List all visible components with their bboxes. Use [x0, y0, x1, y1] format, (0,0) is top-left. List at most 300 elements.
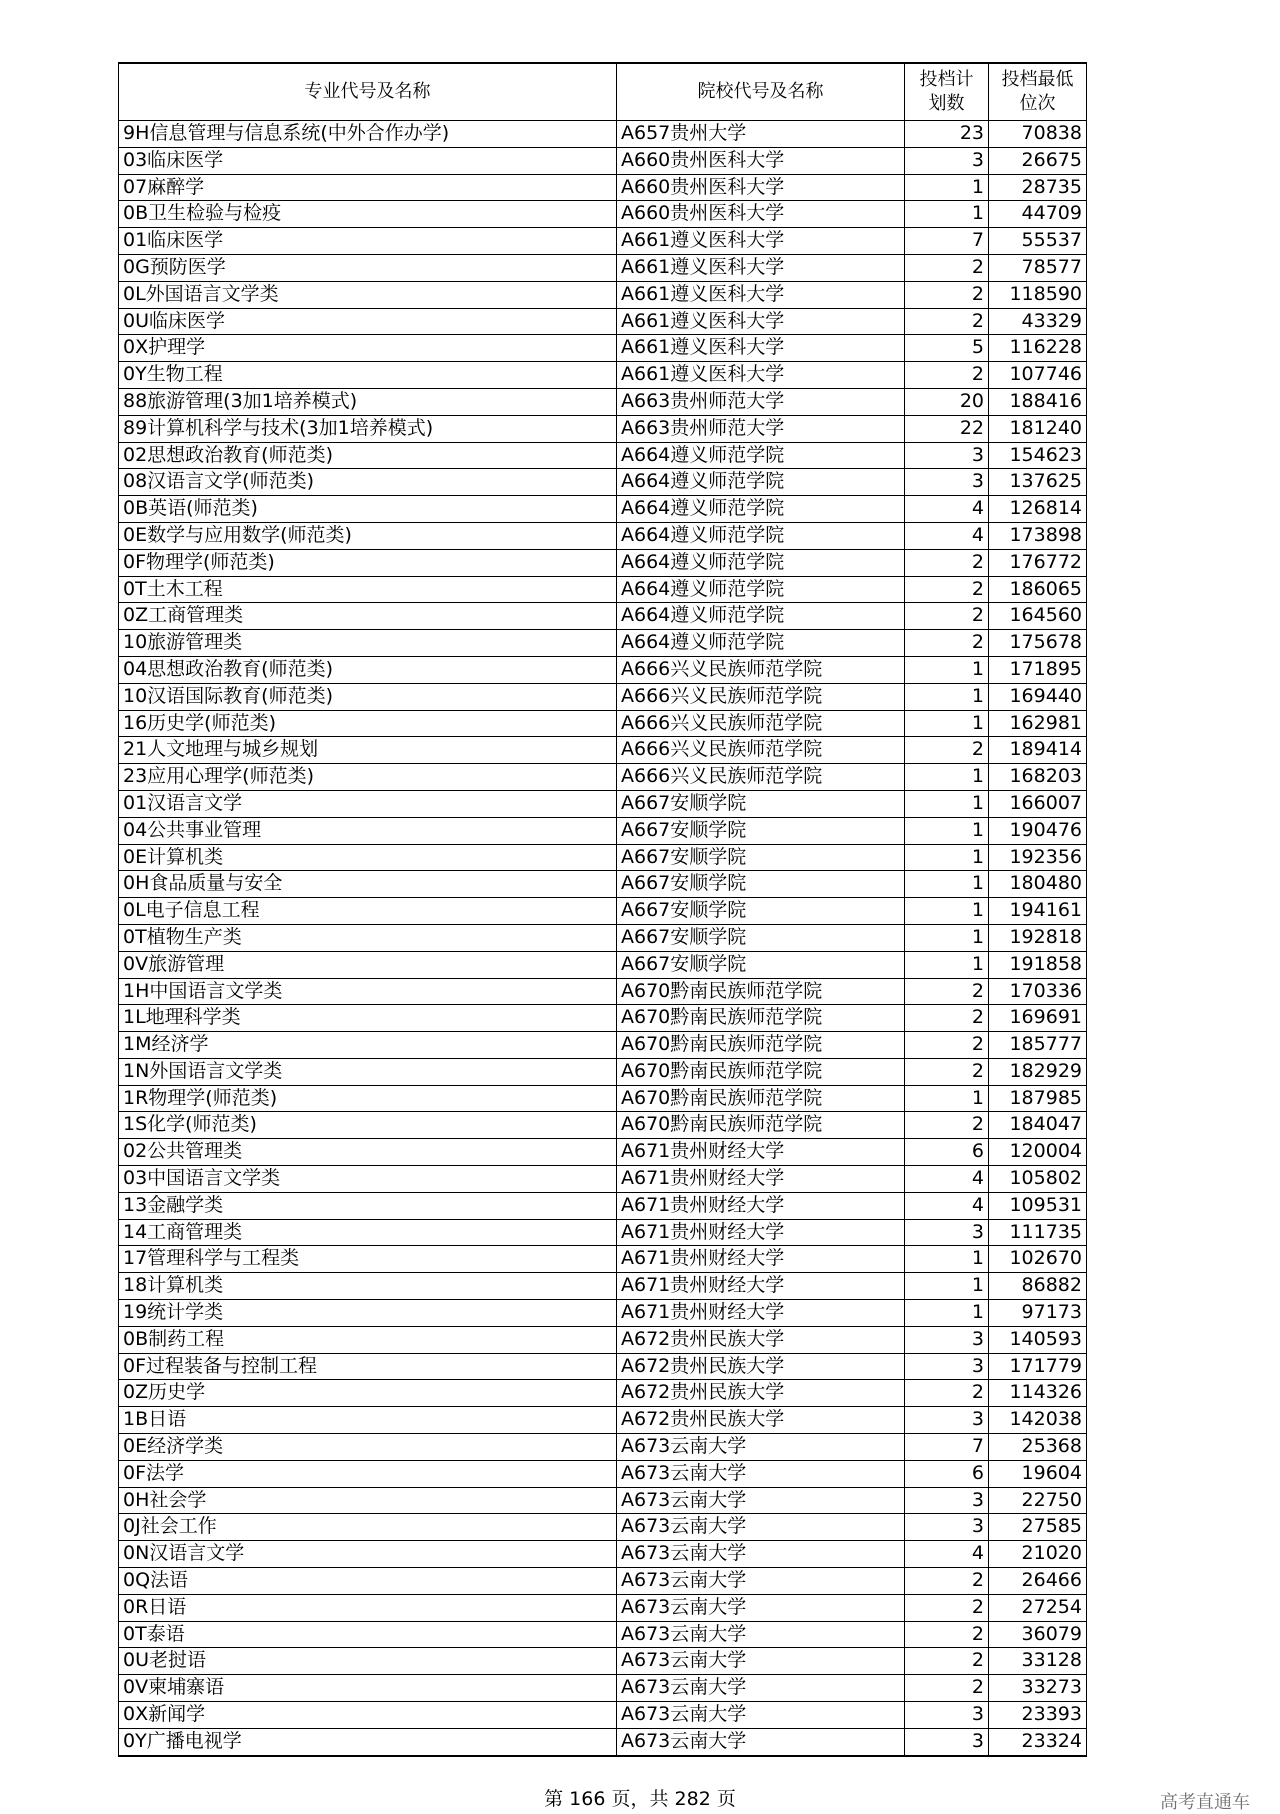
cell-plan: 6 [905, 1139, 989, 1166]
cell-school: A667安顺学院 [617, 924, 905, 951]
cell-plan: 1 [905, 951, 989, 978]
cell-school: A670黔南民族师范学院 [617, 1032, 905, 1059]
table-row [119, 1139, 1087, 1166]
table-row [119, 442, 1087, 469]
cell-rank: 181240 [989, 415, 1087, 442]
cell-plan: 2 [905, 1621, 989, 1648]
table-row [119, 174, 1087, 201]
table-row [119, 1514, 1087, 1541]
table-row [119, 924, 1087, 951]
table-row [119, 1568, 1087, 1595]
cell-rank: 78577 [989, 254, 1087, 281]
cell-school: A664遵义师范学院 [617, 549, 905, 576]
cell-school: A664遵义师范学院 [617, 496, 905, 523]
cell-rank: 19604 [989, 1460, 1087, 1487]
cell-major: 0T土木工程 [119, 576, 617, 603]
cell-rank: 116228 [989, 335, 1087, 362]
cell-school: A663贵州师范大学 [617, 415, 905, 442]
cell-major: 14工商管理类 [119, 1219, 617, 1246]
cell-rank: 190476 [989, 817, 1087, 844]
header-rank: 投档最低位次 [989, 63, 1087, 121]
cell-plan: 5 [905, 335, 989, 362]
cell-rank: 118590 [989, 281, 1087, 308]
cell-major: 0E数学与应用数学(师范类) [119, 522, 617, 549]
cell-rank: 55537 [989, 228, 1087, 255]
table-row [119, 683, 1087, 710]
cell-plan: 4 [905, 522, 989, 549]
cell-major: 13金融学类 [119, 1192, 617, 1219]
cell-major: 0Z工商管理类 [119, 603, 617, 630]
cell-school: A671贵州财经大学 [617, 1273, 905, 1300]
cell-school: A664遵义师范学院 [617, 603, 905, 630]
cell-plan: 1 [905, 1300, 989, 1327]
cell-school: A664遵义师范学院 [617, 442, 905, 469]
table-row [119, 1032, 1087, 1059]
cell-plan: 1 [905, 790, 989, 817]
cell-plan: 1 [905, 710, 989, 737]
header-major: 专业代号及名称 [119, 63, 617, 121]
table-row [119, 817, 1087, 844]
cell-plan: 2 [905, 1675, 989, 1702]
cell-school: A657贵州大学 [617, 121, 905, 148]
cell-plan: 2 [905, 1005, 989, 1032]
table-row [119, 1058, 1087, 1085]
cell-rank: 180480 [989, 871, 1087, 898]
cell-plan: 2 [905, 308, 989, 335]
cell-school: A666兴义民族师范学院 [617, 737, 905, 764]
cell-school: A667安顺学院 [617, 898, 905, 925]
cell-major: 02公共管理类 [119, 1139, 617, 1166]
cell-rank: 137625 [989, 469, 1087, 496]
cell-major: 1N外国语言文学类 [119, 1058, 617, 1085]
cell-school: A661遵义医科大学 [617, 362, 905, 389]
cell-plan: 20 [905, 388, 989, 415]
cell-plan: 7 [905, 1434, 989, 1461]
table-row [119, 335, 1087, 362]
table-row [119, 1728, 1087, 1755]
table-row [119, 764, 1087, 791]
cell-school: A671贵州财经大学 [617, 1246, 905, 1273]
cell-school: A661遵义医科大学 [617, 308, 905, 335]
cell-school: A672贵州民族大学 [617, 1353, 905, 1380]
cell-school: A673云南大学 [617, 1541, 905, 1568]
cell-school: A666兴义民族师范学院 [617, 710, 905, 737]
cell-rank: 109531 [989, 1192, 1087, 1219]
cell-plan: 1 [905, 817, 989, 844]
cell-major: 1M经济学 [119, 1032, 617, 1059]
cell-rank: 107746 [989, 362, 1087, 389]
cell-school: A666兴义民族师范学院 [617, 656, 905, 683]
cell-major: 04公共事业管理 [119, 817, 617, 844]
table-row [119, 1594, 1087, 1621]
cell-plan: 4 [905, 1541, 989, 1568]
table-row [119, 1675, 1087, 1702]
cell-plan: 1 [905, 1273, 989, 1300]
cell-plan: 3 [905, 1219, 989, 1246]
cell-major: 0B制药工程 [119, 1326, 617, 1353]
cell-rank: 102670 [989, 1246, 1087, 1273]
cell-plan: 2 [905, 737, 989, 764]
table-row [119, 898, 1087, 925]
cell-major: 0Y广播电视学 [119, 1728, 617, 1755]
table-row [119, 1460, 1087, 1487]
cell-rank: 28735 [989, 174, 1087, 201]
cell-major: 0H食品质量与安全 [119, 871, 617, 898]
cell-school: A661遵义医科大学 [617, 228, 905, 255]
table-row [119, 496, 1087, 523]
cell-school: A673云南大学 [617, 1675, 905, 1702]
cell-school: A672贵州民族大学 [617, 1380, 905, 1407]
cell-rank: 114326 [989, 1380, 1087, 1407]
cell-plan: 2 [905, 603, 989, 630]
cell-rank: 192818 [989, 924, 1087, 951]
cell-school: A671贵州财经大学 [617, 1166, 905, 1193]
cell-school: A667安顺学院 [617, 844, 905, 871]
cell-school: A672贵州民族大学 [617, 1407, 905, 1434]
cell-school: A673云南大学 [617, 1621, 905, 1648]
cell-rank: 175678 [989, 630, 1087, 657]
cell-rank: 86882 [989, 1273, 1087, 1300]
cell-rank: 168203 [989, 764, 1087, 791]
cell-plan: 2 [905, 978, 989, 1005]
cell-major: 1S化学(师范类) [119, 1112, 617, 1139]
table-row [119, 281, 1087, 308]
cell-plan: 1 [905, 924, 989, 951]
cell-major: 04思想政治教育(师范类) [119, 656, 617, 683]
cell-plan: 7 [905, 228, 989, 255]
cell-school: A664遵义师范学院 [617, 576, 905, 603]
cell-major: 0T植物生产类 [119, 924, 617, 951]
cell-plan: 3 [905, 1728, 989, 1755]
cell-major: 0R日语 [119, 1594, 617, 1621]
cell-major: 0U老挝语 [119, 1648, 617, 1675]
table-row [119, 656, 1087, 683]
cell-school: A667安顺学院 [617, 951, 905, 978]
cell-plan: 1 [905, 1085, 989, 1112]
cell-school: A673云南大学 [617, 1728, 905, 1755]
cell-school: A673云南大学 [617, 1514, 905, 1541]
cell-plan: 3 [905, 1702, 989, 1729]
cell-rank: 44709 [989, 201, 1087, 228]
cell-plan: 1 [905, 174, 989, 201]
table-row [119, 630, 1087, 657]
table-row [119, 1300, 1087, 1327]
table-row [119, 254, 1087, 281]
table-row [119, 844, 1087, 871]
cell-rank: 140593 [989, 1326, 1087, 1353]
cell-plan: 3 [905, 469, 989, 496]
cell-major: 0F法学 [119, 1460, 617, 1487]
cell-rank: 36079 [989, 1621, 1087, 1648]
page-number: 第 166 页，共 282 页 [544, 1788, 736, 1810]
cell-plan: 2 [905, 254, 989, 281]
cell-school: A671贵州财经大学 [617, 1300, 905, 1327]
table-row [119, 1005, 1087, 1032]
cell-rank: 192356 [989, 844, 1087, 871]
cell-school: A664遵义师范学院 [617, 522, 905, 549]
cell-rank: 185777 [989, 1032, 1087, 1059]
cell-major: 0U临床医学 [119, 308, 617, 335]
cell-major: 89计算机科学与技术(3加1培养模式) [119, 415, 617, 442]
table-row [119, 522, 1087, 549]
cell-plan: 1 [905, 683, 989, 710]
cell-rank: 23393 [989, 1702, 1087, 1729]
cell-plan: 1 [905, 898, 989, 925]
cell-plan: 23 [905, 121, 989, 148]
cell-plan: 1 [905, 764, 989, 791]
cell-school: A663贵州师范大学 [617, 388, 905, 415]
table-row [119, 978, 1087, 1005]
table-row [119, 201, 1087, 228]
cell-plan: 1 [905, 201, 989, 228]
table-row [119, 1326, 1087, 1353]
cell-rank: 154623 [989, 442, 1087, 469]
table-row [119, 1380, 1087, 1407]
cell-rank: 33273 [989, 1675, 1087, 1702]
cell-rank: 26466 [989, 1568, 1087, 1595]
cell-plan: 2 [905, 1594, 989, 1621]
cell-major: 21人文地理与城乡规划 [119, 737, 617, 764]
cell-plan: 2 [905, 1648, 989, 1675]
cell-plan: 2 [905, 549, 989, 576]
cell-school: A661遵义医科大学 [617, 254, 905, 281]
cell-major: 0G预防医学 [119, 254, 617, 281]
table-row [119, 308, 1087, 335]
cell-rank: 97173 [989, 1300, 1087, 1327]
cell-plan: 4 [905, 496, 989, 523]
cell-major: 0X护理学 [119, 335, 617, 362]
cell-plan: 3 [905, 147, 989, 174]
cell-major: 9H信息管理与信息系统(中外合作办学) [119, 121, 617, 148]
cell-plan: 1 [905, 1246, 989, 1273]
cell-major: 0J社会工作 [119, 1514, 617, 1541]
cell-rank: 21020 [989, 1541, 1087, 1568]
cell-rank: 188416 [989, 388, 1087, 415]
cell-plan: 1 [905, 871, 989, 898]
cell-rank: 25368 [989, 1434, 1087, 1461]
cell-school: A664遵义师范学院 [617, 469, 905, 496]
cell-major: 0Y生物工程 [119, 362, 617, 389]
cell-major: 1H中国语言文学类 [119, 978, 617, 1005]
header-row [119, 63, 1087, 121]
cell-rank: 171895 [989, 656, 1087, 683]
cell-major: 10旅游管理类 [119, 630, 617, 657]
cell-plan: 2 [905, 576, 989, 603]
table-row [119, 469, 1087, 496]
cell-rank: 142038 [989, 1407, 1087, 1434]
cell-plan: 4 [905, 1192, 989, 1219]
table-row [119, 1407, 1087, 1434]
cell-major: 16历史学(师范类) [119, 710, 617, 737]
cell-rank: 166007 [989, 790, 1087, 817]
cell-rank: 191858 [989, 951, 1087, 978]
cell-major: 1L地理科学类 [119, 1005, 617, 1032]
cell-major: 08汉语言文学(师范类) [119, 469, 617, 496]
cell-school: A667安顺学院 [617, 790, 905, 817]
header-school: 院校代号及名称 [617, 63, 905, 121]
admission-table [118, 62, 1087, 1757]
table-row [119, 1621, 1087, 1648]
cell-school: A666兴义民族师范学院 [617, 764, 905, 791]
cell-school: A660贵州医科大学 [617, 147, 905, 174]
cell-school: A673云南大学 [617, 1702, 905, 1729]
cell-rank: 169440 [989, 683, 1087, 710]
cell-plan: 22 [905, 415, 989, 442]
cell-rank: 70838 [989, 121, 1087, 148]
table-row [119, 1434, 1087, 1461]
cell-plan: 2 [905, 1112, 989, 1139]
cell-school: A671贵州财经大学 [617, 1219, 905, 1246]
cell-rank: 184047 [989, 1112, 1087, 1139]
table-body [119, 121, 1087, 1756]
cell-plan: 3 [905, 1514, 989, 1541]
cell-major: 0F过程装备与控制工程 [119, 1353, 617, 1380]
table-row [119, 1085, 1087, 1112]
header-plan: 投档计划数 [905, 63, 989, 121]
cell-school: A661遵义医科大学 [617, 335, 905, 362]
cell-school: A673云南大学 [617, 1594, 905, 1621]
cell-major: 0E经济学类 [119, 1434, 617, 1461]
cell-rank: 26675 [989, 147, 1087, 174]
cell-plan: 3 [905, 442, 989, 469]
table-row [119, 549, 1087, 576]
table-header [119, 63, 1087, 121]
cell-school: A664遵义师范学院 [617, 630, 905, 657]
cell-rank: 171779 [989, 1353, 1087, 1380]
table-row [119, 1219, 1087, 1246]
cell-plan: 2 [905, 362, 989, 389]
cell-rank: 186065 [989, 576, 1087, 603]
table-row [119, 603, 1087, 630]
cell-major: 0E计算机类 [119, 844, 617, 871]
cell-plan: 2 [905, 630, 989, 657]
cell-plan: 2 [905, 1380, 989, 1407]
cell-rank: 120004 [989, 1139, 1087, 1166]
cell-rank: 27585 [989, 1514, 1087, 1541]
cell-major: 1R物理学(师范类) [119, 1085, 617, 1112]
cell-plan: 4 [905, 1166, 989, 1193]
cell-major: 0L外国语言文学类 [119, 281, 617, 308]
table-row [119, 710, 1087, 737]
cell-major: 88旅游管理(3加1培养模式) [119, 388, 617, 415]
cell-plan: 2 [905, 281, 989, 308]
table-row [119, 1192, 1087, 1219]
cell-major: 0N汉语言文学 [119, 1541, 617, 1568]
cell-major: 0T泰语 [119, 1621, 617, 1648]
cell-school: A667安顺学院 [617, 817, 905, 844]
cell-major: 0B英语(师范类) [119, 496, 617, 523]
cell-rank: 162981 [989, 710, 1087, 737]
cell-school: A671贵州财经大学 [617, 1139, 905, 1166]
cell-school: A673云南大学 [617, 1460, 905, 1487]
table-row [119, 1112, 1087, 1139]
cell-school: A661遵义医科大学 [617, 281, 905, 308]
cell-school: A670黔南民族师范学院 [617, 1058, 905, 1085]
cell-school: A660贵州医科大学 [617, 174, 905, 201]
table-row [119, 951, 1087, 978]
cell-rank: 22750 [989, 1487, 1087, 1514]
table-row [119, 1541, 1087, 1568]
table-row [119, 1648, 1087, 1675]
cell-major: 03临床医学 [119, 147, 617, 174]
cell-rank: 170336 [989, 978, 1087, 1005]
table-row [119, 1353, 1087, 1380]
cell-school: A671贵州财经大学 [617, 1192, 905, 1219]
cell-major: 03中国语言文学类 [119, 1166, 617, 1193]
cell-plan: 2 [905, 1568, 989, 1595]
cell-rank: 164560 [989, 603, 1087, 630]
cell-major: 1B日语 [119, 1407, 617, 1434]
cell-rank: 43329 [989, 308, 1087, 335]
cell-major: 10汉语国际教育(师范类) [119, 683, 617, 710]
cell-major: 0B卫生检验与检疫 [119, 201, 617, 228]
table-row [119, 1166, 1087, 1193]
cell-major: 0L电子信息工程 [119, 898, 617, 925]
cell-major: 0Q法语 [119, 1568, 617, 1595]
table-row [119, 121, 1087, 148]
cell-school: A673云南大学 [617, 1487, 905, 1514]
cell-school: A673云南大学 [617, 1568, 905, 1595]
cell-plan: 3 [905, 1326, 989, 1353]
cell-school: A667安顺学院 [617, 871, 905, 898]
cell-school: A670黔南民族师范学院 [617, 978, 905, 1005]
cell-school: A666兴义民族师范学院 [617, 683, 905, 710]
table-row [119, 576, 1087, 603]
cell-school: A670黔南民族师范学院 [617, 1112, 905, 1139]
cell-school: A672贵州民族大学 [617, 1326, 905, 1353]
cell-plan: 1 [905, 844, 989, 871]
cell-plan: 2 [905, 1032, 989, 1059]
cell-major: 0X新闻学 [119, 1702, 617, 1729]
table-row [119, 1702, 1087, 1729]
cell-school: A673云南大学 [617, 1434, 905, 1461]
cell-major: 0V柬埔寨语 [119, 1675, 617, 1702]
cell-major: 0F物理学(师范类) [119, 549, 617, 576]
cell-major: 02思想政治教育(师范类) [119, 442, 617, 469]
table-row [119, 737, 1087, 764]
table-row [119, 790, 1087, 817]
cell-school: A673云南大学 [617, 1648, 905, 1675]
cell-major: 07麻醉学 [119, 174, 617, 201]
cell-rank: 173898 [989, 522, 1087, 549]
cell-major: 18计算机类 [119, 1273, 617, 1300]
cell-major: 0Z历史学 [119, 1380, 617, 1407]
cell-rank: 126814 [989, 496, 1087, 523]
cell-plan: 2 [905, 1058, 989, 1085]
cell-rank: 194161 [989, 898, 1087, 925]
cell-rank: 23324 [989, 1728, 1087, 1755]
cell-school: A670黔南民族师范学院 [617, 1085, 905, 1112]
cell-rank: 189414 [989, 737, 1087, 764]
cell-plan: 1 [905, 656, 989, 683]
table-row [119, 228, 1087, 255]
table-row [119, 362, 1087, 389]
table-row [119, 871, 1087, 898]
cell-major: 01汉语言文学 [119, 790, 617, 817]
table-row [119, 415, 1087, 442]
table-row [119, 1487, 1087, 1514]
cell-plan: 3 [905, 1407, 989, 1434]
cell-major: 0V旅游管理 [119, 951, 617, 978]
cell-major: 17管理科学与工程类 [119, 1246, 617, 1273]
cell-plan: 3 [905, 1353, 989, 1380]
cell-plan: 3 [905, 1487, 989, 1514]
cell-rank: 187985 [989, 1085, 1087, 1112]
cell-rank: 33128 [989, 1648, 1087, 1675]
cell-major: 0H社会学 [119, 1487, 617, 1514]
cell-rank: 105802 [989, 1166, 1087, 1193]
cell-major: 23应用心理学(师范类) [119, 764, 617, 791]
